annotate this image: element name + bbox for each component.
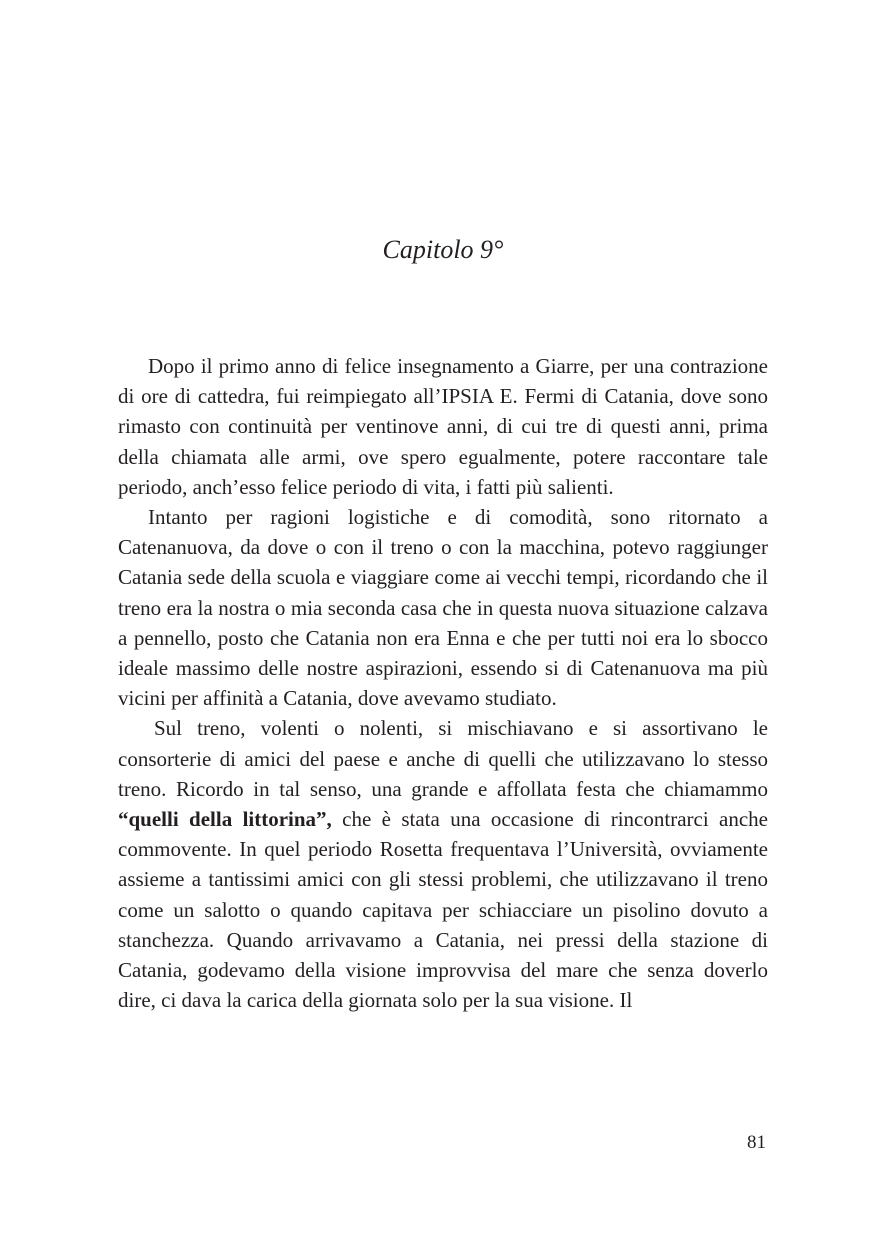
chapter-title: Capitolo 9° [382,235,504,264]
paragraph: Dopo il primo anno di felice insegnamento a Giarre, per una contrazione di ore di cattedra, fui reimpiegato all’IPSIA E. Fermi di Catania, dove sono rimasto con continuità per ventinove anni, di cui tre di questi anni, prima della chiamata alle armi, ove spero egualmente, potere raccontare tale periodo, anch’esso felice periodo di vita, i fatti più salienti. [118,354,768,499]
paragraph: Intanto per ragioni logistiche e di comodità, sono ritornato a Catenanuova, da dove o con il treno o con la macchina, potevo raggiunger Catania sede della scuola e viaggiare come ai vecchi tempi, ricordando che il treno era la nostra o mia seconda casa che in questa nuova situazione calzava a pennello, posto che Catania non era Enna e che per tutti noi era lo sbocco ideale massimo delle nostre aspirazioni, essendo si di Catenanuova ma più vicini per affinità a Catania, dove avevamo studiato. [118,505,768,711]
paragraph [118,713,768,1015]
paragraph-text: Sul treno, volenti o nolenti, si mischiavano e si assortivano le consorterie di amici del paese e anche di quelli che utilizzavano lo stesso treno. Ricordo in tal senso, una grande e affollata festa che chiamammo [118,716,768,801]
paragraph-text: che è stata una occasione di rincontrarci anche commovente. In quel periodo Rosetta frequentava l’Università, ovviamente assieme a tantissimi amici con gli stessi problemi, che utilizzavano il treno come un salotto o quando capitava per schiacciare un pisolino dovuto a stanchezza. Quando arrivavamo a Catania, nei pressi della stazione di Catania, godevamo della visione improvvisa del mare che senza doverlo dire, ci dava la carica della giornata solo per la sua visione. Il [118,807,768,1013]
page-number: 81 [747,1132,766,1153]
bold-phrase: “quelli della littorina”, [118,807,332,832]
body-text [118,351,768,1015]
